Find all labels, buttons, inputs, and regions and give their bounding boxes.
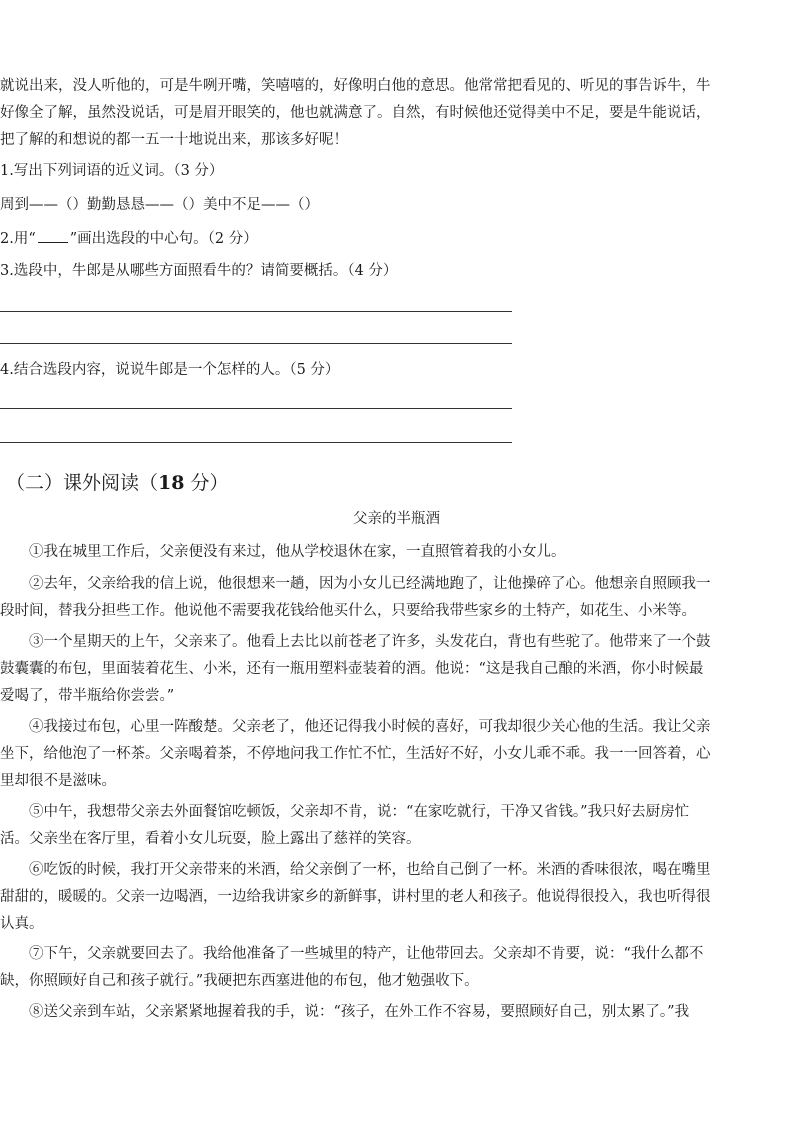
article-line: 认真。 [0, 916, 44, 932]
question-2-prefix: 2.用“ [0, 231, 36, 247]
section-heading-suffix: 分） [184, 472, 229, 494]
question-3: 3.选段中，牛郎是从哪些方面照看牛的？请简要概括。（4 分） [0, 263, 398, 279]
answer-line-4b[interactable] [0, 442, 512, 443]
passage-line-1: 就说出来，没人听他的，可是牛咧开嘴，笑嘻嘻的，好像明白他的意思。他常常把看见的、听见的事告诉牛，牛 [0, 78, 711, 94]
question-2-suffix: ”画出选段的中心句。（2 分） [69, 231, 258, 247]
article-line: ②去年，父亲给我的信上说，他很想来一趟，因为小女儿已经满地跑了，让他操碎了心。他想亲自照顾我一 [0, 576, 711, 592]
article-line: 里却很不是滋味。 [0, 773, 116, 789]
answer-line-4a[interactable] [0, 408, 512, 409]
article-line: ④我接过布包，心里一阵酸楚。父亲老了，他还记得我小时候的喜好，可我却很少关心他的生活。我让父亲 [0, 719, 711, 735]
article-line: 爱喝了，带半瓶给你尝尝。” [0, 688, 175, 704]
question-1-items: 周到——（）勤勤恳恳——（）美中不足——（） [0, 197, 319, 213]
answer-line-3b[interactable] [0, 343, 512, 344]
section-heading [6, 470, 229, 496]
article-line: ⑤中午，我想带父亲去外面餐馆吃顿饭，父亲却不肯，说：“在家吃就行，干净又省钱。”我只好去厨房忙 [0, 804, 690, 820]
article-line: 甜甜的，暖暖的。父亲一边喝酒，一边给我讲家乡的新鲜事，讲村里的老人和孩子。他说得很投入，我也听得很 [0, 889, 711, 905]
article-line: ⑦下午，父亲就要回去了。我给他准备了一些城里的特产，让他带回去。父亲却不肯要，说：“我什么都不 [0, 946, 704, 962]
article-line: ⑧送父亲到车站，父亲紧紧地握着我的手，说：“孩子，在外工作不容易，要照顾好自己，别太累了。”我 [0, 1004, 690, 1020]
article-line: 缺，你照顾好自己和孩子就行。”我硬把东西塞进他的布包，他才勉强收下。 [0, 973, 479, 989]
question-1: 1.写出下列词语的近义词。（3 分） [0, 163, 224, 179]
article-line: 活。父亲坐在客厅里，看着小女儿玩耍，脸上露出了慈祥的笑容。 [0, 831, 421, 847]
article-line: 坐下，给他泡了一杯茶。父亲喝着茶，不停地问我工作忙不忙，生活好不好，小女儿乖不乖。我一一回答着，心 [0, 746, 711, 762]
underline-mark [38, 228, 68, 243]
article-line: ③一个星期天的上午，父亲来了。他看上去比以前苍老了许多，头发花白，背也有些驼了。他带来了一个鼓 [0, 634, 711, 650]
article-line: 段时间，替我分担些工作。他说他不需要我花钱给他买什么，只要给我带些家乡的土特产，如花生、小米等。 [0, 603, 696, 619]
passage-line-3: 把了解的和想说的都一五一十地说出来，那该多好呢！ [0, 132, 348, 148]
question-4: 4.结合选段内容，说说牛郎是一个怎样的人。（5 分） [0, 362, 340, 378]
section-heading-prefix: （二）课外阅读（ [6, 472, 159, 494]
article-line: ⑥吃饭的时候，我打开父亲带来的米酒，给父亲倒了一杯，也给自己倒了一杯。米酒的香味很浓，喝在嘴里 [0, 862, 711, 878]
answer-line-3a[interactable] [0, 311, 512, 312]
question-2 [0, 228, 786, 249]
article-line: 鼓囊囊的布包，里面装着花生、小米，还有一瓶用塑料壶装着的酒。他说：“这是我自己酿的米酒，你小时候最 [0, 661, 704, 677]
article-title: 父亲的半瓶酒 [353, 511, 440, 527]
passage-line-2: 好像全了解，虽然没说话，可是眉开眼笑的，他也就满意了。自然，有时候他还觉得美中不足，要是牛能说话， [0, 105, 711, 121]
article-line: ①我在城里工作后，父亲便没有来过，他从学校退休在家，一直照管着我的小女儿。 [0, 544, 566, 560]
section-heading-score: 18 [158, 472, 185, 494]
